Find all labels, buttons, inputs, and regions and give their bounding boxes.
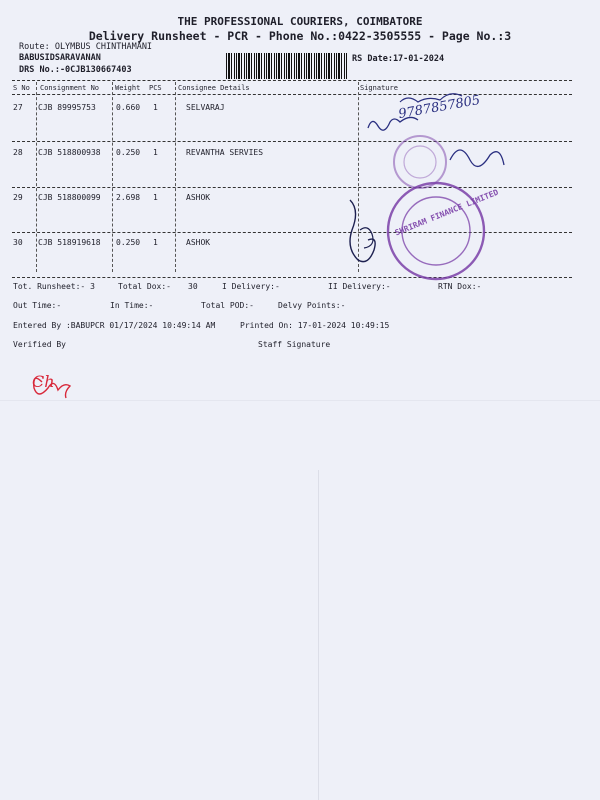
row-weight: 2.698 <box>116 193 141 202</box>
col-header-pcs: PCS <box>149 84 162 92</box>
rtn-dox: RTN Dox:- <box>438 282 482 291</box>
col-header-sno: S No <box>13 84 30 92</box>
company-name: THE PROFESSIONAL COURIERS, COIMBATORE <box>177 15 423 28</box>
row-pcs: 1 <box>153 148 158 157</box>
handwritten-initials: Ch <box>32 372 55 391</box>
row-consignee: ASHOK <box>186 238 211 247</box>
staff-signature-label: Staff Signature <box>258 340 331 349</box>
stamp-text: SHRIRAM FINANCE LIMITED <box>393 187 500 238</box>
tot-runsheet: Tot. Runsheet:- 3 <box>13 282 95 291</box>
row-consignment: CJB 518919618 <box>38 238 101 247</box>
delvy-points: Delvy Points:- <box>278 301 346 310</box>
entered-by: Entered By :BABUPCR 01/17/2024 10:49:14 AM <box>13 321 216 330</box>
row-sno: 27 <box>13 103 23 112</box>
row-weight: 0.250 <box>116 238 141 247</box>
row-consignee: ASHOK <box>186 193 211 202</box>
row-consignee: SELVARAJ <box>186 103 225 112</box>
printed-on: Printed On: 17-01-2024 10:49:15 <box>240 321 390 330</box>
rs-date: RS Date:17-01-2024 <box>352 54 445 64</box>
total-dox-value: 30 <box>188 282 198 291</box>
col-header-signature: Signature <box>360 84 398 92</box>
total-dox-label: Total Dox:- <box>118 282 171 291</box>
ii-delivery: II Delivery:- <box>328 282 391 291</box>
i-delivery: I Delivery:- <box>222 282 280 291</box>
row-weight: 0.250 <box>116 148 141 157</box>
staff-name: BABUSIDSARAVANAN <box>19 53 101 63</box>
total-pod: Total POD:- <box>201 301 254 310</box>
row-sno: 28 <box>13 148 23 157</box>
verified-by: Verified By <box>13 340 66 349</box>
handwritten-phone: 9787857805 <box>397 92 482 123</box>
col-header-consignment: Consignment No <box>40 84 100 92</box>
route-label: Route: OLYMBUS CHINTHAMANI <box>19 42 153 52</box>
row-sno: 29 <box>13 193 23 202</box>
runsheet-title: Delivery Runsheet - PCR - Phone No.:0422-3505555 - Page No.:3 <box>88 29 512 43</box>
col-header-weight: Weight <box>115 84 141 92</box>
out-time: Out Time:- <box>13 301 62 310</box>
row-consignee: REVANTHA SERVIES <box>186 148 264 157</box>
row-consignment: CJB 518800099 <box>38 193 101 202</box>
row-pcs: 1 <box>153 103 158 112</box>
row-consignment: CJB 518800938 <box>38 148 101 157</box>
row-pcs: 1 <box>153 193 158 202</box>
row-consignment: CJB 89995753 <box>38 103 96 112</box>
col-header-consignee: Consignee Details <box>178 84 250 92</box>
row-sno: 30 <box>13 238 23 247</box>
in-time: In Time:- <box>110 301 154 310</box>
row-pcs: 1 <box>153 238 158 247</box>
row-weight: 0.660 <box>116 103 141 112</box>
drs-number: DRS No.:-0CJB130667403 <box>19 65 132 75</box>
